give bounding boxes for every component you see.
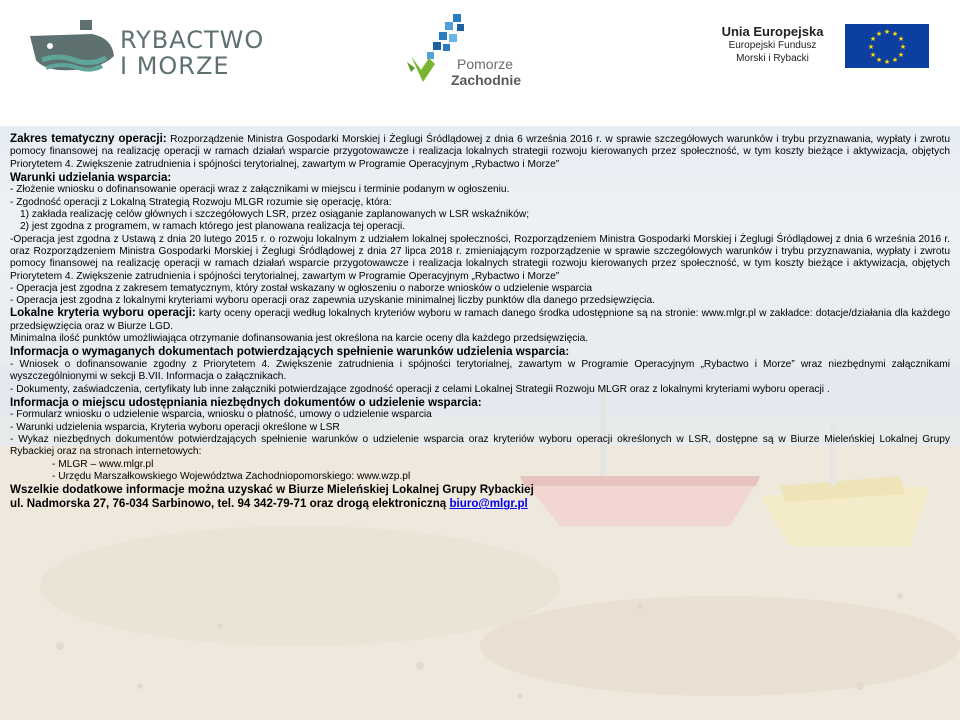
warunki-subitem-2: 2) jest zgodna z programem, w ramach którego jest planowana realizacja tej operacji. xyxy=(20,221,406,233)
kryteria-paragraph xyxy=(10,307,950,333)
svg-text:★: ★ xyxy=(869,51,877,59)
warunki-item-5: - Operacja jest zgodna z lokalnymi kryteriami wyboru operacji oraz zapewnia uzyskanie minimalnej liczby punktów dla danego przedsięwzięcia. xyxy=(10,295,655,307)
logo-text-rybactwo: RYBACTWO xyxy=(120,26,265,54)
pomorze-zachodnie-logo xyxy=(405,12,545,92)
contact-line-2 xyxy=(10,497,950,511)
svg-text:★: ★ xyxy=(867,43,875,51)
svg-text:★: ★ xyxy=(875,56,883,64)
dokumenty-heading: Informacja o wymaganych dokumentach potwierdzających spełnienie warunków udzielenia wsparcia: xyxy=(10,345,570,359)
dokumenty-item-2: - Dokumenty, zaświadczenia, certyfikaty lub inne załączniki potwierdzające zgodność operacji z celami Lokalnej Strategii Rozwoju MLGR oraz z lokalnymi kryteriami wyboru operacji . xyxy=(10,383,830,395)
contact-email-link[interactable]: biuro@mlgr.pl xyxy=(449,497,528,511)
miejsce-subitem-wzp: - Urzędu Marszałkowskiego Województwa Zachodniopomorskiego: www.wzp.pl xyxy=(52,470,411,482)
svg-text:★: ★ xyxy=(897,51,905,59)
kryteria-label: Lokalne kryteria wyboru operacji: xyxy=(10,306,196,320)
miejsce-heading: Informacja o miejscu udostępniania niezbędnych dokumentów o udzielenie wsparcia: xyxy=(10,395,482,409)
contact-address: ul. Nadmorska 27, 76-034 Sarbinowo, tel. 94 342-79-71 oraz drogą elektroniczną xyxy=(10,497,450,511)
kryteria-min-points: Minimalna ilość punktów umożliwiająca otrzymanie dofinansowania jest określona na karcie oceny dla każdego przedsięwzięcia. xyxy=(10,333,589,345)
warunki-subitem-1: 1) zakłada realizację celów głównych i szczegółowych LSR, przez osiąganie zaplanowanych w LSR wskaźników; xyxy=(20,209,530,221)
warunki-item-2: - Zgodność operacji z Lokalną Strategią Rozwoju MLGR rozumie się operację, która: xyxy=(10,196,392,208)
svg-text:★: ★ xyxy=(869,35,877,43)
logo-text-fundusz: Europejski Fundusz xyxy=(728,40,817,51)
svg-text:★: ★ xyxy=(883,28,891,36)
svg-text:★: ★ xyxy=(891,30,899,38)
eu-flag-icon xyxy=(845,24,929,68)
svg-text:★: ★ xyxy=(897,35,905,43)
warunki-item-4: - Operacja jest zgodna z zakresem tematycznym, który został wskazany w ogłoszeniu o naborze wniosków o udzielenie wsparcia xyxy=(10,282,593,294)
warunki-item-1: - Złożenie wniosku o dofinansowanie operacji wraz z załącznikami w miejscu i terminie podanym w ogłoszeniu. xyxy=(10,184,510,196)
svg-text:★: ★ xyxy=(891,56,899,64)
announcement-body xyxy=(10,133,950,511)
warunki-heading: Warunki udzielania wsparcia: xyxy=(10,170,172,184)
logo-text-zachodnie: Zachodnie xyxy=(451,72,522,88)
svg-text:★: ★ xyxy=(899,43,907,51)
miejsce-item-3: - Wykaz niezbędnych dokumentów potwierdzających spełnienie warunków o udzielenie wsparcia oraz kryteriów wyboru operacji określonych w LSR, dostępne są w Biurze Mieleńskiej Lokalnej Grupy Rybackiej oraz na stronach internetowych: xyxy=(10,434,950,458)
rybactwo-i-morze-logo xyxy=(28,16,265,82)
contact-line-1: Wszelkie dodatkowe informacje można uzyskać w Biurze Mieleńskiej Lokalnej Grupy Rybackiej xyxy=(10,483,534,497)
logo-text-pomorze: Pomorze xyxy=(457,56,514,72)
zakres-text: Rozporządzenie Ministra Gospodarki Morskiej i Żeglugi Śródlądowej z dnia 6 września 2016 r. w sprawie szczegółowych warunków i trybu przyznawania, wypłaty i zwrotu pomocy finansowej na realizację operacji w ramach działań wsparcie przygotowawcze i realizacja lokalnych strategii rozwoju kierowanych przez społeczność, w tym koszty bieżące i aktywizacja, objętych Priorytetem 4. Zwiększenie zatrudnienia i spójności terytorialnej, zawartym w Programie Operacyjnym „Rybactwo i Morze” xyxy=(10,134,950,170)
logo-text-i-morze: I MORZE xyxy=(120,52,230,80)
svg-text:★: ★ xyxy=(883,58,891,66)
kryteria-text: karty oceny operacji według lokalnych kryteriów wyboru w ramach danego środka udostępnione są na stronie: www.mlgr.pl w zakładce: dotacje/działania dla każdego przedsięwzięcia oraz w Biurze LGD. xyxy=(10,308,950,332)
zakres-paragraph xyxy=(10,133,950,171)
miejsce-item-2: - Warunki udzielenia wsparcia, Kryteria wyboru operacji określone w LSR xyxy=(10,421,340,433)
warunki-item-3: -Operacja jest zgodna z Ustawą z dnia 20 lutego 2015 r. o rozwoju lokalnym z udziałem lokalnej społeczności, Rozporządzeniem Ministra Gospodarki Morskiej i Żeglugi Śródlądowej z dnia 6 września 2016 r. oraz Rozporządzeniem Ministra Gospodarki Morskiej i Żeglugi Śródlądowej z dnia 27 lipca 2018 r. zmieniającym rozporządzenie w sprawie szczegółowych warunków i trybu przyznawania, wypłaty i zwrotu pomocy finansowej na realizację operacji w ramach działań wsparcie przygotowawcze i realizacja lokalnych strategii rozwoju kierowanych przez społeczność, w tym koszty bieżące i aktywizacja, objętych Priorytetem 4. Zwiększenie zatrudnienia i spójności terytorialnej, zawartym w Programie Operacyjnym „Rybactwo i Morze” xyxy=(10,233,950,282)
page-header xyxy=(0,0,960,126)
dokumenty-item-1: - Wniosek o dofinansowanie zgodny z Priorytetem 4. Zwiększenie zatrudnienia i spójności terytorialnej, zawartym w Programie Operacyjnym „Rybactwo i Morze” wraz niezbędnymi załącznikami wyszczególnionymi w sekcji B.VII. Informacja o załącznikach. xyxy=(10,358,950,383)
miejsce-subitem-mlgr: - MLGR – www.mlgr.pl xyxy=(52,458,154,470)
fish-boat-icon xyxy=(28,16,118,82)
svg-text:★: ★ xyxy=(875,30,883,38)
unia-europejska-logo xyxy=(705,24,935,74)
zakres-label: Zakres tematyczny operacji: xyxy=(10,132,167,145)
miejsce-item-1: - Formularz wniosku o udzielenie wsparcia, wniosku o płatność, umowy o udzielenie wsparcia xyxy=(10,409,432,421)
logo-text-morski-rybacki: Morski i Rybacki xyxy=(736,53,809,64)
logo-text-unia-europejska: Unia Europejska xyxy=(721,24,824,39)
